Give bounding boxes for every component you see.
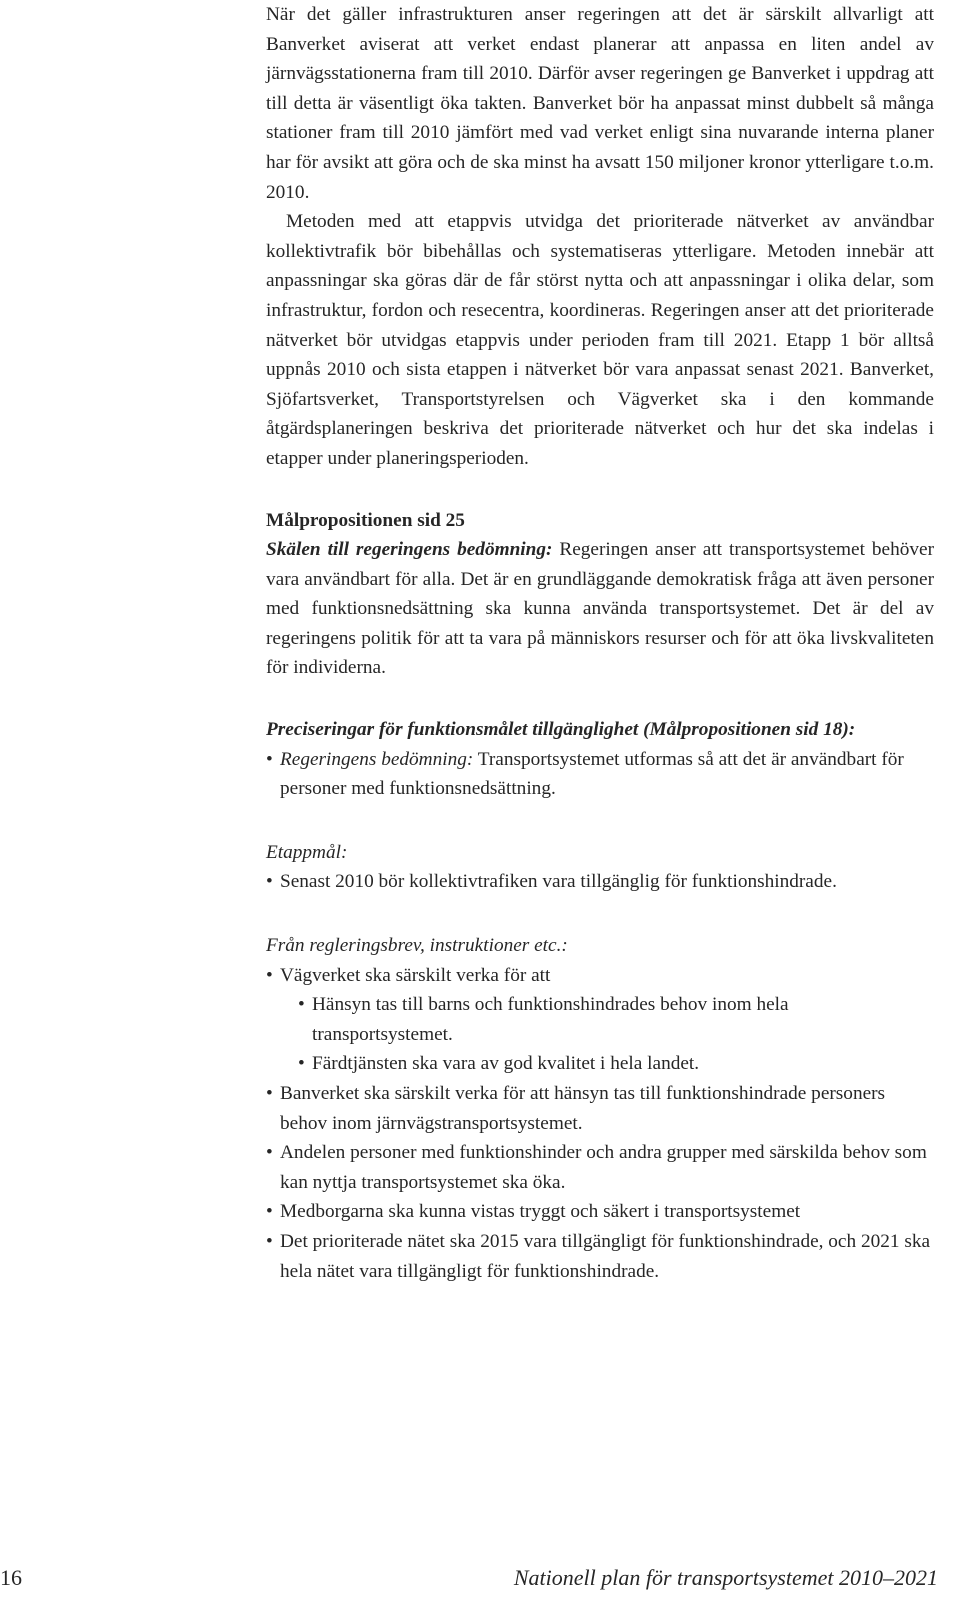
list-item: • Det prioriterade nätet ska 2015 vara tillgängligt för funktionshindrade, och 2021 ska hela nätet vara tillgängligt för funktionshindrade. [266,1227,934,1286]
list-regleringsbrev [266,961,934,1287]
heading-etappmal: Etappmål: [266,841,348,863]
list-item: • Färdtjänsten ska vara av god kvalitet i hela landet. [298,1049,934,1079]
document-body [266,0,934,1286]
paragraph-infrastructure: När det gäller infrastrukturen anser regeringen att det är särskilt allvarligt att Banverket aviserat att verket endast planerar att anpassa en liten andel av järnvägsstationerna fram till 2010. Därför avser regeringen ge Banverket i uppdrag att till detta är väsentligt öka takten. Banverket bör ha anpassat minst dubbelt så många stationer fram till 2010 jämfört med vad verket enligt sina nuvarande interna planer har för avsikt att göra och de ska minst ha avsatt 150 miljoner kronor ytterligare t.o.m. 2010. [266,4,934,203]
heading-preciseringar: Preciseringar för funktionsmålet tillgänglighet (Målpropositionen sid 18): [266,719,856,741]
list-item-text: Vägverket ska särskilt verka för att [280,964,551,986]
list-item: • Banverket ska särskilt verka för att hänsyn tas till funktionshindrade personers behov inom järnvägstransportsystemet. [266,1079,934,1138]
footer-title: Nationell plan för transportsystemet 2010–2021 [513,1565,938,1590]
list-etappmal [266,867,934,897]
paragraph-skalen [266,535,934,683]
text-bedomning: Transportsystemet utformas så att det är användbart för personer med funktionsnedsättning. [280,748,904,800]
paragraph-method: Metoden med att etappvis utvidga det prioriterade nätverket av användbar kollektivtrafik bör bibehållas och systematiseras ytterligare. Metoden innebär att anpassningar ska göras där de får störst nytta och att anpassningar i olika delar, som infrastruktur, fordon och resecentra, koordineras. Regeringen anser att det prioriterade nätverket bör utvidgas etappvis under perioden fram till 2021. Etapp 1 bör alltså uppnås 2010 och sista etappen i nätverket bör vara anpassat senast 2021. Banverket, Sjöfartsverket, Transportstyrelsen och Vägverket ska i den kommande åtgärdsplaneringen beskriva det prioriterade nätverket och hur det ska indelas i etapper under planeringsperioden. [266,211,934,469]
list-item [266,961,934,1079]
list-item [266,745,934,804]
list-item: • Medborgarna ska kunna vistas tryggt och säkert i transportsystemet [266,1197,934,1227]
heading-regleringsbrev: Från regleringsbrev, instruktioner etc.: [266,935,568,957]
list-item: • Andelen personer med funktionshinder och andra grupper med särskilda behov som kan nyttja transportsystemet ska öka. [266,1138,934,1197]
list-preciseringar [266,745,934,804]
list-item: • Senast 2010 bör kollektivtrafiken vara tillgänglig för funktionshindrade. [266,867,934,897]
list-item: • Hänsyn tas till barns och funktionshindrades behov inom hela transportsystemet. [298,990,934,1049]
sublist-vagverket [298,990,934,1079]
heading-malpropositionen: Målpropositionen sid 25 [266,509,465,531]
label-bedomning: Regeringens bedömning: [280,748,474,770]
page-number: 16 [0,1565,22,1590]
text-skalen: Regeringen anser att transportsystemet behöver vara användbart för alla. Det är en grundläggande demokratisk fråga att även personer med funktionsnedsättning ska kunna använda transportsystemet. Det är del av regeringens politik för att ta vara på människors resurser och för att öka livskvaliteten för individerna. [266,539,934,679]
label-skalen: Skälen till regeringens bedömning: [266,539,553,561]
